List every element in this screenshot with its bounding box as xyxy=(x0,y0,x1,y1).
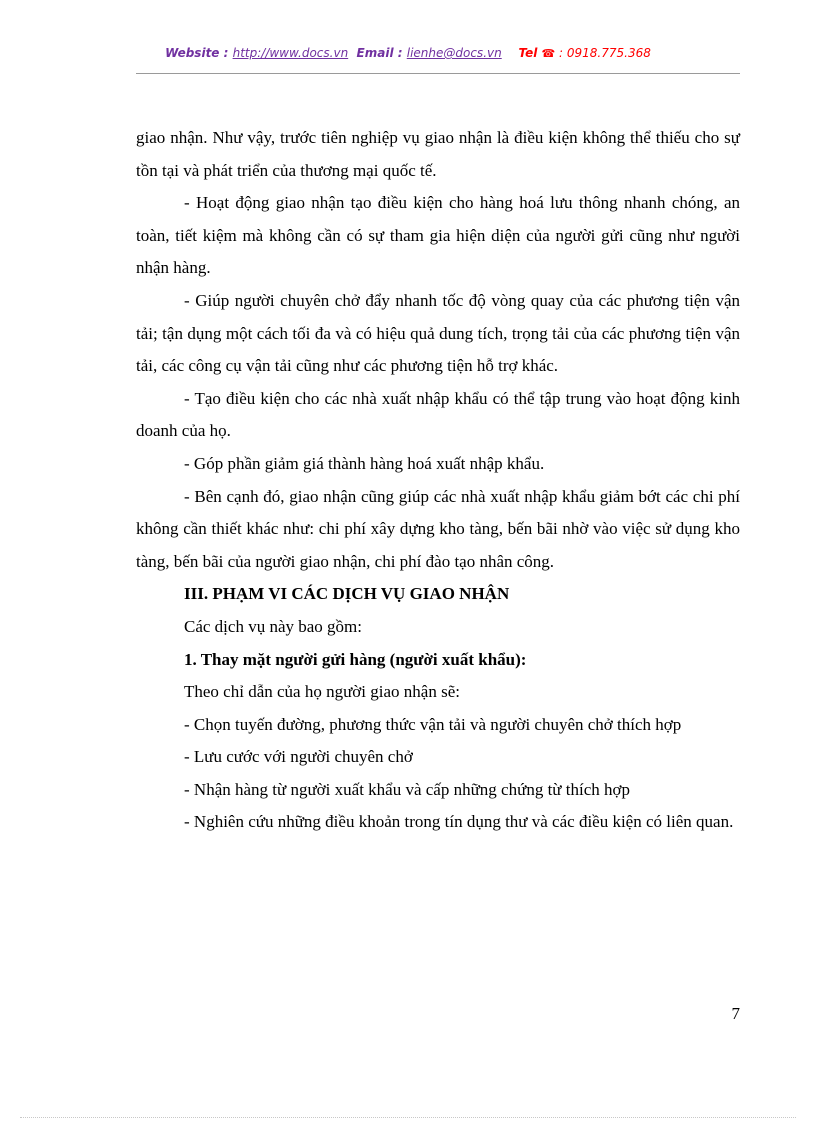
paragraph-6: - Bên cạnh đó, giao nhận cũng giúp các nhà xuất nhập khẩu giảm bớt các chi phí không cần thiết khác như: chi phí xây dựng kho tàng, bến bãi nhờ vào việc sử dụng kho tàng, bến bãi của người giao nhận, chi phí đào tạo nhân công. xyxy=(136,486,740,571)
paragraph-8: Theo chỉ dẫn của họ người giao nhận sẽ: xyxy=(184,682,460,702)
email-link[interactable]: lienhe@docs.vn xyxy=(406,46,502,60)
paragraph-3: - Giúp người chuyên chở đẩy nhanh tốc độ vòng quay của các phương tiện vận tải; tận dụng một cách tối đa và có hiệu quả dung tích, trọng tải của các phương tiện vận tải, các công cụ vận tải cũng như các phương tiện hỗ trợ khác. xyxy=(136,290,740,376)
page-header xyxy=(0,46,816,60)
paragraph-12: - Nghiên cứu những điều khoản trong tín dụng thư và các điều kiện có liên quan. xyxy=(184,812,734,832)
paragraph-10: - Lưu cước với người chuyên chở xyxy=(184,747,413,767)
page-bottom-border xyxy=(20,1117,796,1118)
paragraph-9: - Chọn tuyến đường, phương thức vận tải và người chuyên chở thích hợp xyxy=(184,714,682,734)
tel-value: : 0918.775.368 xyxy=(555,46,651,60)
website-link[interactable]: http://www.docs.vn xyxy=(232,46,349,60)
subheading: 1. Thay mặt người gửi hàng (người xuất khẩu): xyxy=(184,649,527,669)
website-label: Website : xyxy=(165,46,233,60)
paragraph-11: - Nhận hàng từ người xuất khẩu và cấp những chứng từ thích hợp xyxy=(184,779,630,799)
document-body xyxy=(136,122,740,839)
paragraph-1: giao nhận. Như vậy, trước tiên nghiệp vụ giao nhận là điều kiện không thể thiếu cho sự tồn tại và phát triển của thương mại quốc tế. xyxy=(136,128,740,180)
page-number: 7 xyxy=(731,1004,740,1023)
email-label: Email xyxy=(356,46,394,60)
section-heading: III. PHẠM VI CÁC DỊCH VỤ GIAO NHẬN xyxy=(184,584,510,604)
paragraph-5: - Góp phần giảm giá thành hàng hoá xuất nhập khẩu. xyxy=(184,453,545,473)
paragraph-7: Các dịch vụ này bao gồm: xyxy=(184,616,362,636)
paragraph-2: - Hoạt động giao nhận tạo điều kiện cho hàng hoá lưu thông nhanh chóng, an toàn, tiết kiệm mà không cần có sự tham gia hiện diện của người gửi cũng như người nhận hàng. xyxy=(136,193,740,278)
tel-label: Tel xyxy=(518,46,538,60)
paragraph-4: - Tạo điều kiện cho các nhà xuất nhập khẩu có thể tập trung vào hoạt động kinh doanh của họ. xyxy=(136,388,740,441)
header-divider xyxy=(136,73,740,74)
email-separator: : xyxy=(393,46,407,60)
telephone-icon: ☎ xyxy=(541,47,556,60)
